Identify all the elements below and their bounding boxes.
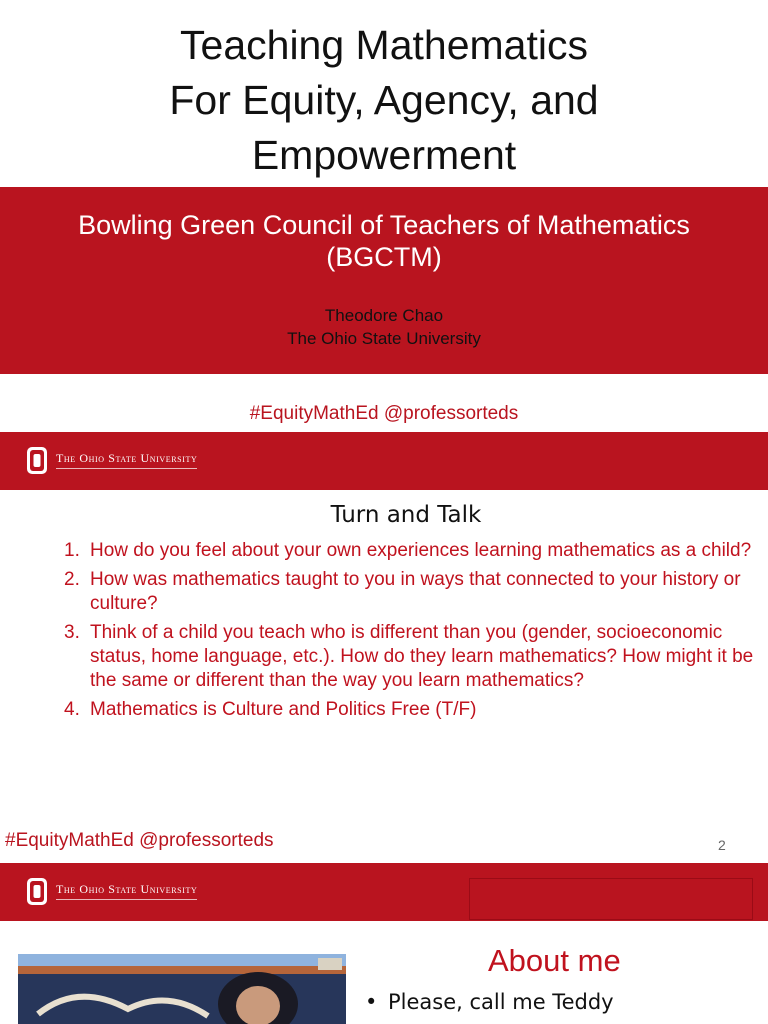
header-placeholder-box [469, 878, 753, 920]
question-list [64, 539, 754, 727]
about-bullets [365, 990, 614, 1014]
slide1-title [0, 18, 768, 183]
list-item [365, 990, 614, 1014]
list-item [64, 539, 754, 563]
list-number: 3. [64, 622, 80, 643]
question-text: How do you feel about your own experiences learning mathematics as a child? [90, 540, 752, 561]
list-item [64, 698, 754, 722]
mural-illustration [18, 954, 346, 1024]
list-number: 4. [64, 699, 80, 720]
presenter-name: Theodore Chao [324, 306, 444, 325]
organization-line: (BGCTM) [326, 242, 442, 272]
osu-header-bar [0, 432, 768, 490]
hashtag-text: #EquityMathEd @professorteds [5, 830, 274, 851]
question-text: How was mathematics taught to you in ways that connected to your history or culture? [90, 569, 741, 614]
page-number: 2 [718, 837, 726, 853]
osu-wordmark: The Ohio State University [56, 882, 197, 900]
presenter-institution: The Ohio State University [287, 329, 481, 348]
bullet-glyph: • [365, 990, 378, 1014]
bullet-text: Please, call me Teddy [388, 990, 614, 1014]
question-text: Mathematics is Culture and Politics Free (T/F) [90, 699, 477, 720]
organization-line: Bowling Green Council of Teachers of Mathematics [78, 210, 690, 240]
title-line: Teaching Mathematics [180, 22, 588, 68]
list-item [64, 568, 754, 616]
mural-photo [18, 954, 346, 1024]
question-text: Think of a child you teach who is different than you (gender, socioeconomic status, home language, etc.). How do they learn mathematics? How might it be the same or different than the way you learn mathematics? [90, 622, 754, 691]
title-line: Empowerment [251, 132, 517, 178]
hashtag-text: #EquityMathEd @professorteds [249, 403, 519, 424]
list-item [64, 621, 754, 693]
list-number: 1. [64, 540, 80, 561]
title-band [0, 187, 768, 374]
title-line: For Equity, Agency, and [169, 77, 599, 123]
slide2-title: Turn and Talk [330, 502, 482, 528]
block-o-icon [26, 446, 48, 475]
list-number: 2. [64, 569, 80, 590]
block-o-icon [26, 877, 48, 906]
slide3-title: About me [488, 943, 621, 978]
organization-name [0, 209, 768, 273]
osu-header-bar [0, 863, 768, 921]
osu-wordmark: The Ohio State University [56, 451, 197, 469]
